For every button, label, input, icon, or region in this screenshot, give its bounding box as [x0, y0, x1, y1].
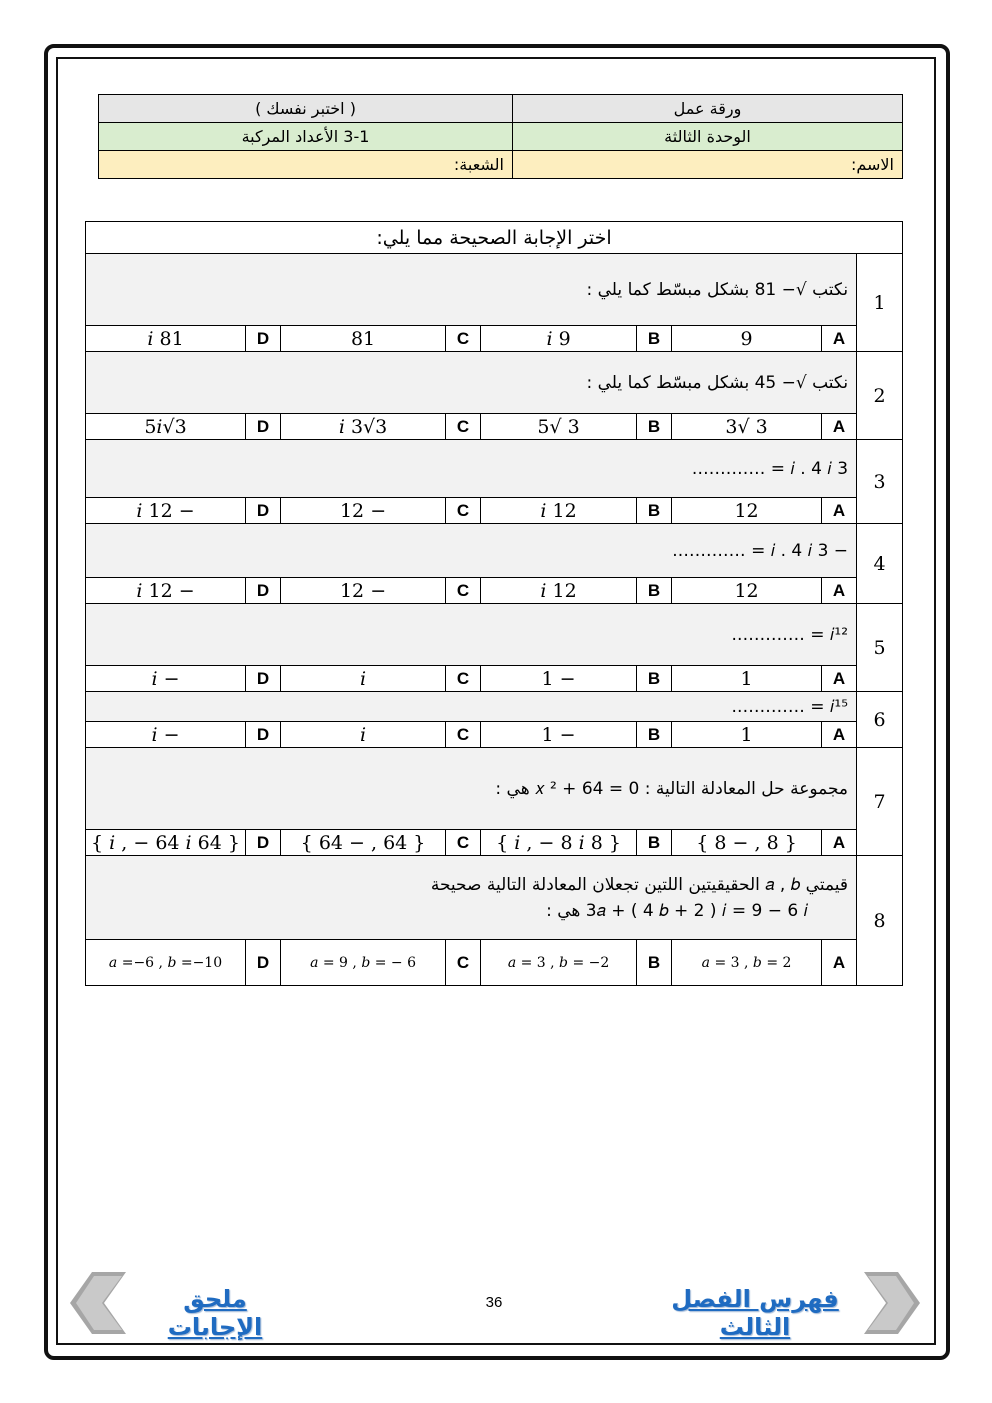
option-letter-c: C — [446, 666, 481, 692]
question-text: 3 𝑖 . 4 𝑖 = …………. — [86, 440, 857, 498]
lesson-label: 3-1 الأعداد المركبة — [99, 123, 513, 151]
option-c[interactable]: − 12 — [281, 578, 446, 604]
option-letter-d: D — [246, 722, 281, 748]
option-letter-d: D — [246, 940, 281, 986]
option-letter-d: D — [246, 414, 281, 440]
option-letter-d: D — [246, 666, 281, 692]
option-d[interactable]: 𝑎 =−6 , 𝑏 =−10 — [86, 940, 246, 986]
option-letter-c: C — [446, 578, 481, 604]
option-a[interactable]: 9 — [672, 326, 822, 352]
test-yourself-label: ( اختبر نفسك ) — [99, 95, 513, 123]
option-a[interactable]: { 8 , − 8 } — [672, 830, 822, 856]
question-text-cell — [86, 856, 857, 940]
option-letter-a: A — [822, 326, 857, 352]
option-d[interactable]: − 𝑖 — [86, 722, 246, 748]
option-letter-a: A — [822, 414, 857, 440]
option-c[interactable]: { 64 , − 64 } — [281, 830, 446, 856]
option-letter-a: A — [822, 498, 857, 524]
next-arrow-icon[interactable] — [858, 1270, 922, 1336]
option-letter-c: C — [446, 722, 481, 748]
option-letter-a: A — [822, 722, 857, 748]
option-a[interactable]: 1 — [672, 722, 822, 748]
option-d[interactable]: { 64 𝑖 , − 64 𝑖 } — [86, 830, 246, 856]
option-letter-b: B — [637, 666, 672, 692]
option-d[interactable]: 81 𝑖 — [86, 326, 246, 352]
option-b[interactable]: 𝑎 = 3 , 𝑏 = −2 — [481, 940, 637, 986]
header-table — [98, 94, 903, 179]
option-letter-b: B — [637, 940, 672, 986]
chapter-index-link[interactable]: فهرس الفصل الثالث — [671, 1285, 839, 1341]
option-letter-a: A — [822, 666, 857, 692]
question-text: نكتب √− 45 بشكل مبسّط كما يلي : — [86, 352, 857, 414]
question-number: 7 — [857, 748, 903, 856]
option-letter-a: A — [822, 830, 857, 856]
option-b[interactable]: 3 √5 — [481, 414, 637, 440]
option-letter-b: B — [637, 414, 672, 440]
option-letter-d: D — [246, 830, 281, 856]
option-d[interactable]: − 12 𝑖 — [86, 498, 246, 524]
option-letter-c: C — [446, 326, 481, 352]
question-number: 2 — [857, 352, 903, 440]
previous-arrow-icon[interactable] — [68, 1270, 132, 1336]
option-letter-d: D — [246, 326, 281, 352]
question-text: 𝑖¹² = …………. — [86, 604, 857, 666]
option-letter-c: C — [446, 414, 481, 440]
option-a[interactable]: 12 — [672, 498, 822, 524]
option-c[interactable]: 3√3 𝑖 — [281, 414, 446, 440]
option-a[interactable]: 1 — [672, 666, 822, 692]
option-c[interactable]: 81 — [281, 326, 446, 352]
option-letter-d: D — [246, 578, 281, 604]
section-field[interactable]: الشعبة: — [99, 151, 513, 179]
answers-appendix-link[interactable]: ملحق الإجابات — [167, 1285, 263, 1341]
option-letter-a: A — [822, 940, 857, 986]
option-b[interactable]: 12 𝑖 — [481, 578, 637, 604]
question-text: مجموعة حل المعادلة التالية : 𝑥 ² + 64 = 0 هي : — [86, 748, 857, 830]
option-c[interactable]: − 12 — [281, 498, 446, 524]
option-letter-b: B — [637, 326, 672, 352]
option-letter-b: B — [637, 830, 672, 856]
name-field[interactable]: الاسم: — [513, 151, 903, 179]
option-letter-b: B — [637, 578, 672, 604]
question-text: − 3 𝑖 . 4 𝑖 = …………. — [86, 524, 857, 578]
option-a[interactable]: 𝑎 = 3 , 𝑏 = 2 — [672, 940, 822, 986]
page-number: 36 — [485, 1294, 503, 1311]
question-number: 6 — [857, 692, 903, 748]
option-a[interactable]: 12 — [672, 578, 822, 604]
question-number: 3 — [857, 440, 903, 524]
option-c[interactable]: 𝑖 — [281, 666, 446, 692]
option-d[interactable]: − 12 𝑖 — [86, 578, 246, 604]
question-number: 1 — [857, 254, 903, 352]
question-text: 𝑖¹⁵ = …………. — [86, 692, 857, 722]
option-b[interactable]: 9 𝑖 — [481, 326, 637, 352]
option-b[interactable]: − 1 — [481, 722, 637, 748]
question-number: 8 — [857, 856, 903, 986]
question-number: 4 — [857, 524, 903, 604]
question-text: قيمتي 𝑎 , 𝑏 الحقيقيتين اللتين تجعلان المعادلة التالية صحيحة — [430, 874, 849, 895]
option-letter-b: B — [637, 722, 672, 748]
option-c[interactable]: 𝑎 = 9 , 𝑏 = − 6 — [281, 940, 446, 986]
option-d[interactable]: − 𝑖 — [86, 666, 246, 692]
option-letter-c: C — [446, 830, 481, 856]
option-b[interactable]: { 8 𝑖 , − 8 𝑖 } — [481, 830, 637, 856]
option-letter-b: B — [637, 498, 672, 524]
option-letter-d: D — [246, 498, 281, 524]
question-text: نكتب √− 81 بشكل مبسّط كما يلي : — [86, 254, 857, 326]
option-letter-a: A — [822, 578, 857, 604]
option-b[interactable]: − 1 — [481, 666, 637, 692]
option-d[interactable]: 3√5𝑖 — [86, 414, 246, 440]
unit-label: الوحدة الثالثة — [513, 123, 903, 151]
option-b[interactable]: 12 𝑖 — [481, 498, 637, 524]
quiz-table — [85, 221, 903, 986]
option-c[interactable]: 𝑖 — [281, 722, 446, 748]
option-letter-c: C — [446, 498, 481, 524]
option-a[interactable]: 3 √3 — [672, 414, 822, 440]
question-equation: 3𝑎 + ( 4 𝑏 + 2 ) 𝑖 = 9 − 6 𝑖 هي : — [546, 900, 809, 921]
quiz-title: اختر الإجابة الصحيحة مما يلي: — [86, 222, 903, 254]
worksheet-label: ورقة عمل — [513, 95, 903, 123]
question-number: 5 — [857, 604, 903, 692]
option-letter-c: C — [446, 940, 481, 986]
